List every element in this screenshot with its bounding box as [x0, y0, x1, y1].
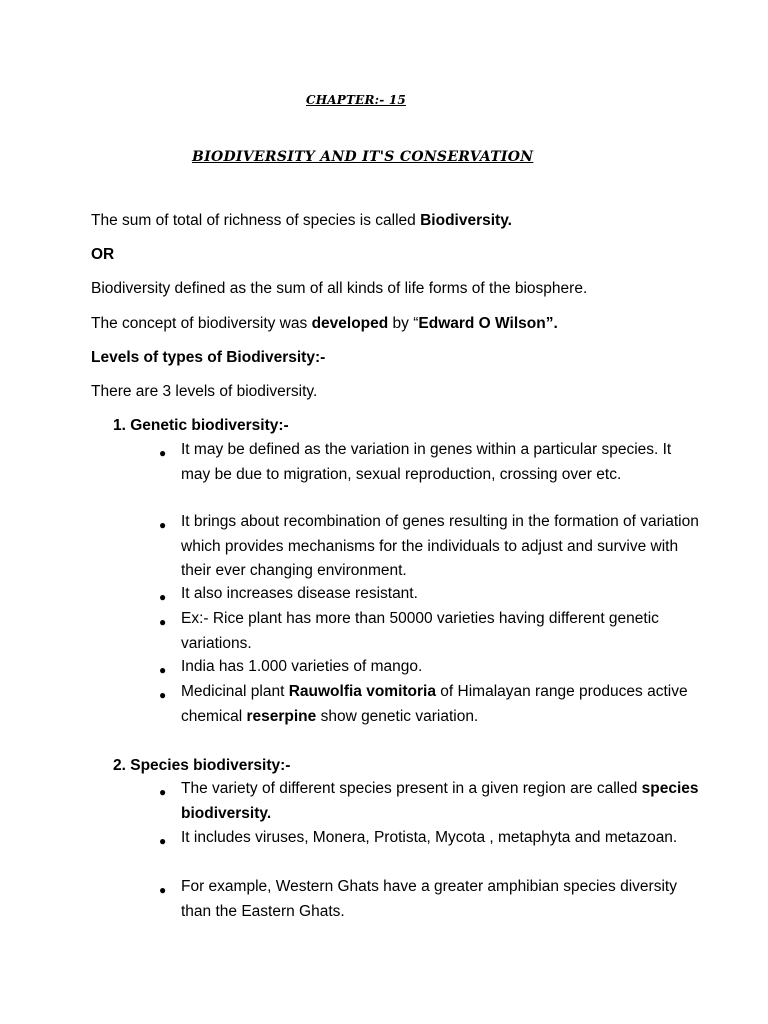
definition-paragraph	[91, 212, 512, 230]
species-bullet-3: For example, Western Ghats have a greater amphibian species diversity than the Eastern Ghats.	[181, 878, 677, 920]
definition-term: Biodiversity.	[420, 212, 512, 229]
genetic-bullet-5: India has 1.000 varieties of mango.	[181, 658, 423, 675]
concept-author: Edward O Wilson”.	[418, 315, 558, 332]
definition-text: The sum of total of richness of species is called	[91, 212, 421, 229]
b6-chemical: reserpine	[246, 707, 317, 725]
genetic-bullet-3: It also increases disease resistant.	[181, 585, 418, 602]
b6-text-c: of Himalayan range produces active chemical	[181, 683, 688, 725]
bullet-icon: ●	[159, 663, 167, 677]
b6-text-a: Medicinal plant	[181, 683, 289, 700]
bullet-icon: ●	[159, 615, 167, 629]
bullet-icon: ●	[159, 834, 167, 848]
concept-paragraph	[91, 315, 558, 333]
species-heading: 2. Species biodiversity:-	[113, 757, 291, 774]
species-bullet-2: It includes viruses, Monera, Protista, Mycota , metaphyta and metazoan.	[181, 829, 678, 846]
genetic-bullet-1: It may be defined as the variation in genes within a particular species. It may be due to migration, sexual reproduction, crossing over etc.	[181, 441, 672, 483]
bullet-icon: ●	[159, 446, 167, 460]
b6-plant-name: Rauwolfia vomitoria	[288, 683, 436, 700]
bullet-icon: ●	[159, 883, 167, 897]
genetic-heading: 1. Genetic biodiversity:-	[113, 417, 289, 434]
alt-definition-paragraph: Biodiversity defined as the sum of all kinds of life forms of the biosphere.	[91, 280, 588, 297]
bullet-icon: ●	[159, 785, 167, 799]
genetic-bullet-6	[181, 680, 701, 729]
levels-heading: Levels of types of Biodiversity:-	[91, 349, 326, 366]
concept-by: by “	[388, 315, 419, 332]
species-b1-text: The variety of different species present in a given region are called	[181, 780, 642, 797]
genetic-bullet-2: It brings about recombination of genes resulting in the formation of variation which provides mechanisms for the individuals to adjust and survive with their ever changing environment.	[181, 513, 699, 579]
genetic-bullet-4: Ex:- Rice plant has more than 50000 varieties having different genetic variations.	[181, 610, 659, 652]
chapter-heading: CHAPTER:- 15	[306, 93, 406, 107]
b6-text-e: show genetic variation.	[316, 707, 479, 725]
chapter-title: BIODIVERSITY AND IT'S CONSERVATION	[192, 149, 534, 165]
bullet-icon: ●	[159, 518, 167, 532]
bullet-icon: ●	[159, 590, 167, 604]
concept-text: The concept of biodiversity was	[91, 315, 312, 332]
species-bullet-1	[181, 777, 701, 826]
levels-text: There are 3 levels of biodiversity.	[91, 383, 318, 400]
bullet-icon: ●	[159, 688, 167, 702]
species-b1-term: species biodiversity.	[181, 780, 699, 822]
concept-developed: developed	[311, 315, 389, 332]
or-label: OR	[91, 246, 115, 263]
